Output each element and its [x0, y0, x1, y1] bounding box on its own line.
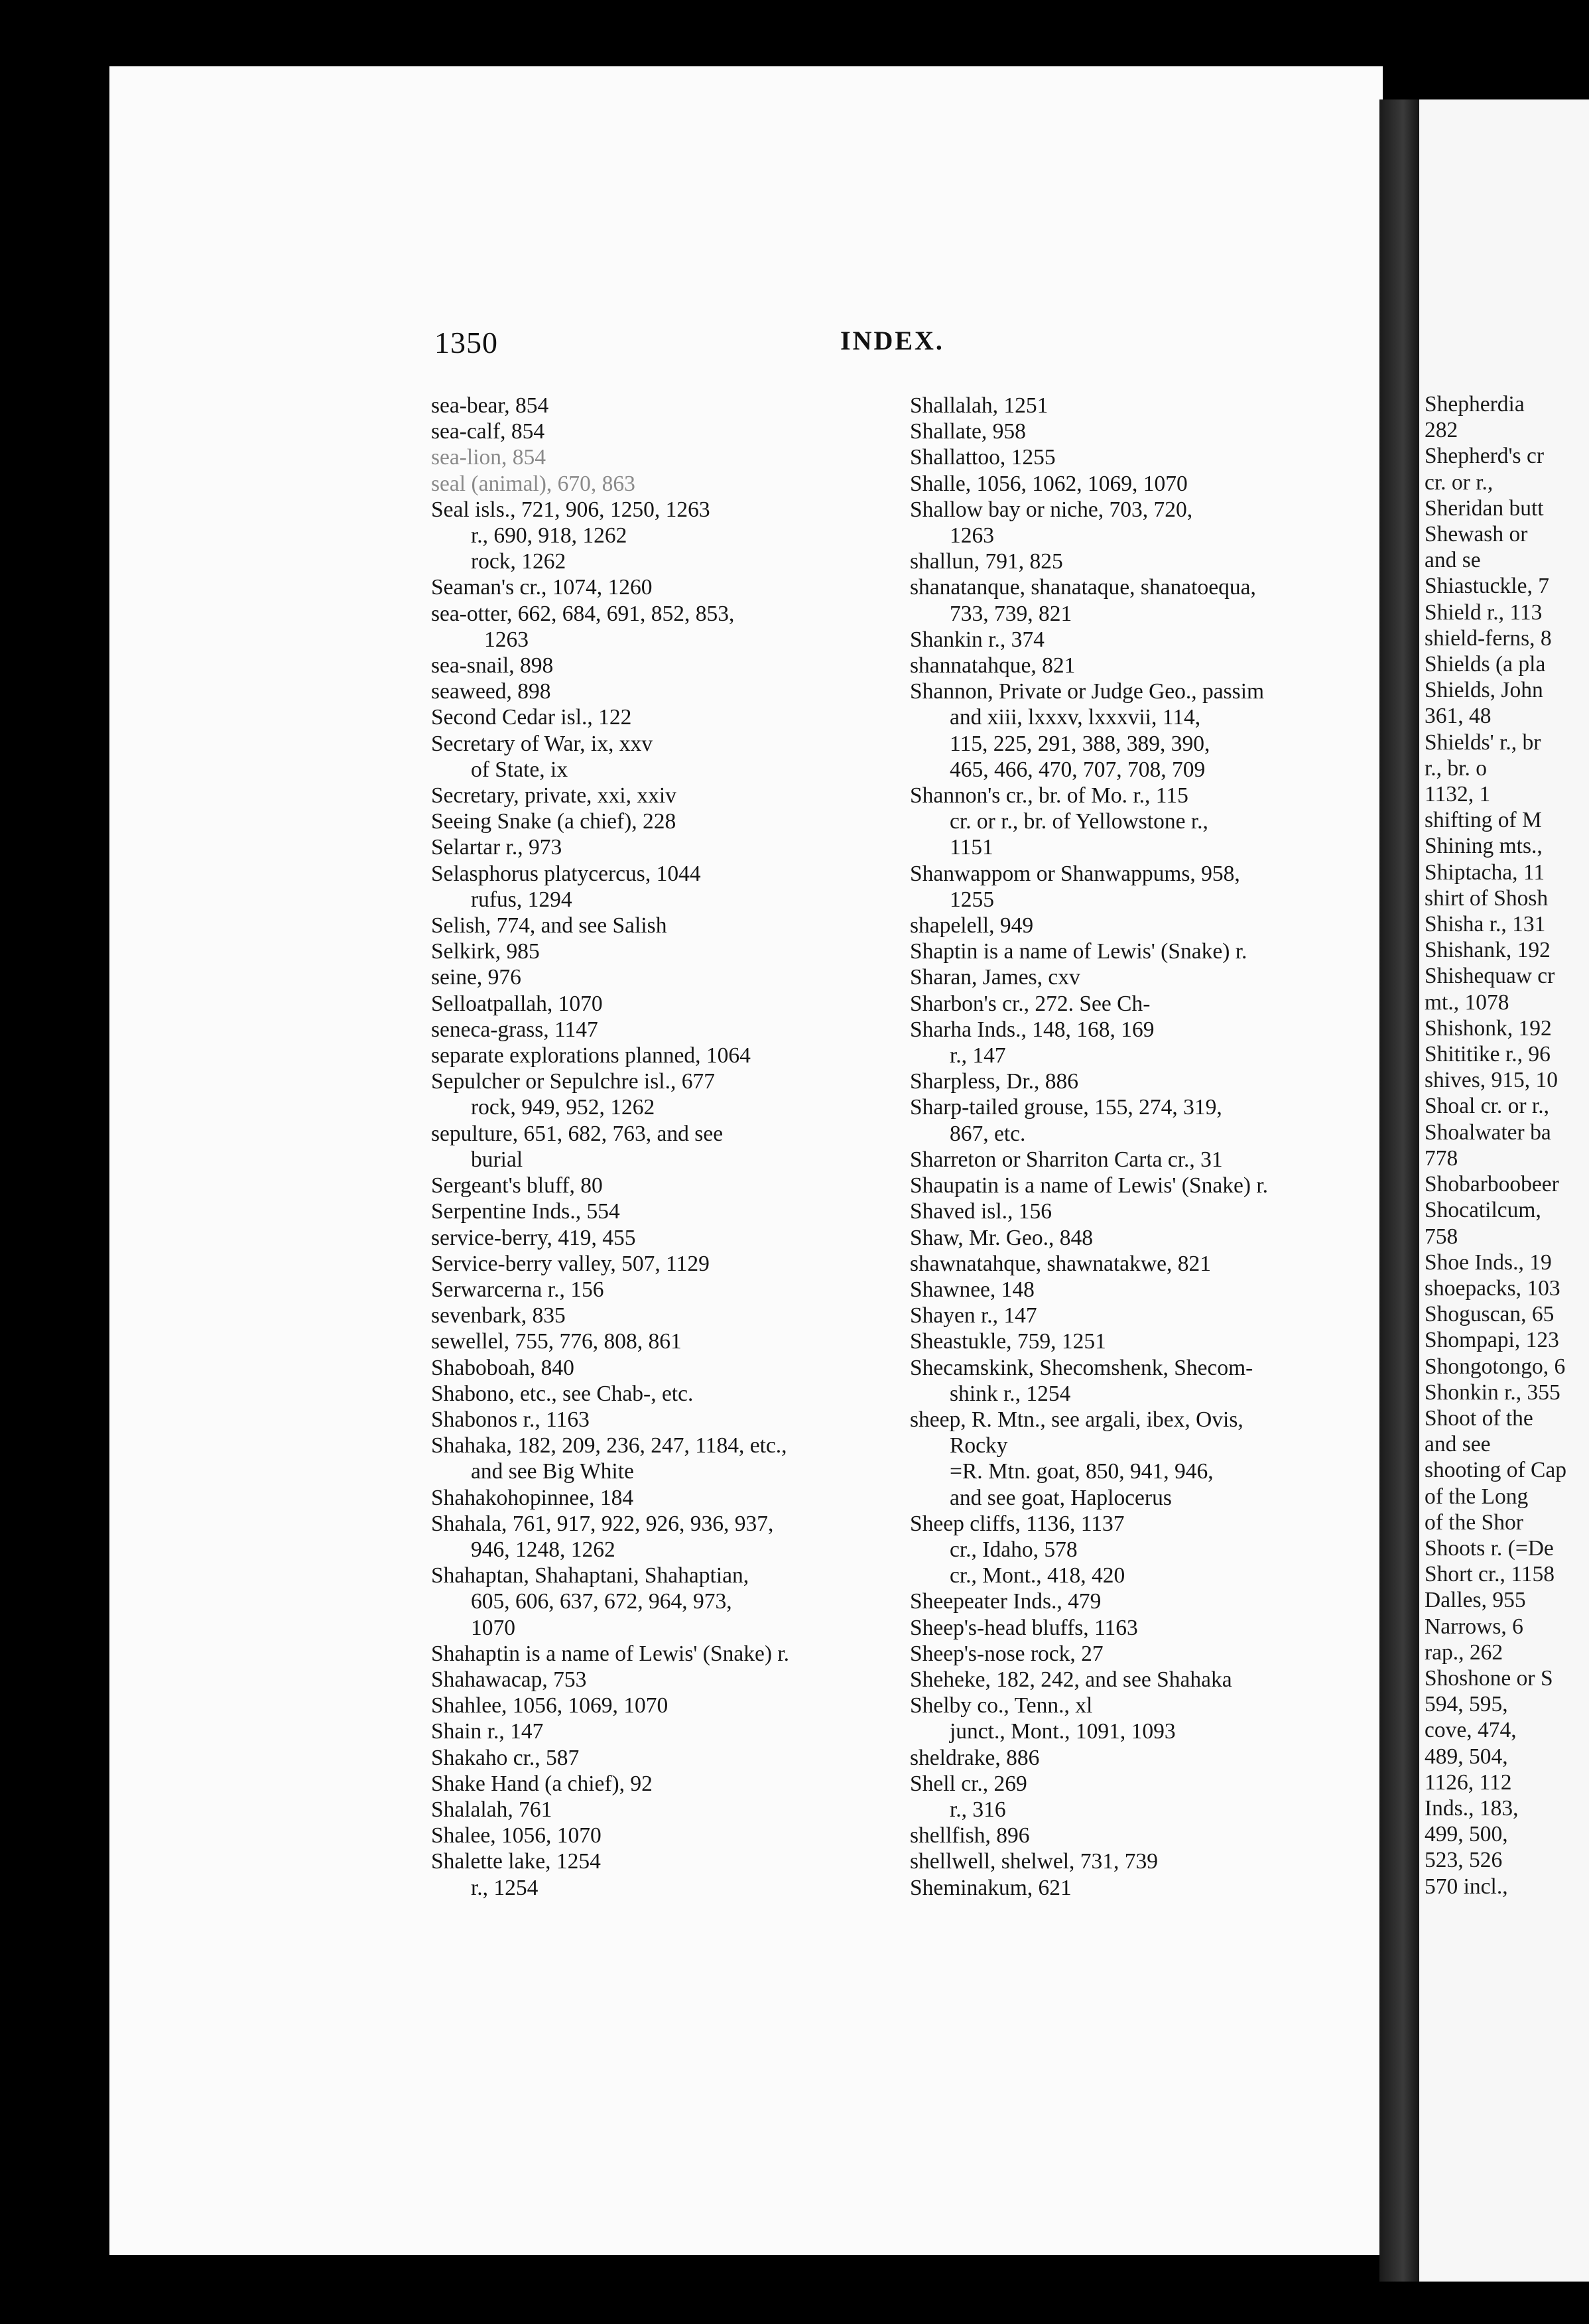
index-entry: Shaw, Mr. Geo., 848: [910, 1225, 1094, 1250]
index-entry: Shahaptan, Shahaptani, Shahaptian,: [431, 1563, 749, 1588]
index-entry: Sharreton or Sharriton Carta cr., 31: [910, 1147, 1223, 1172]
index-entry: separate explorations planned, 1064: [431, 1043, 751, 1068]
index-entry: Selkirk, 985: [431, 939, 540, 964]
index-entry: Sheep's-nose rock, 27: [910, 1641, 1104, 1666]
index-entry: service-berry, 419, 455: [431, 1225, 636, 1250]
index-entry: 867, etc.: [950, 1121, 1026, 1146]
index-entry: Shahakohopinnee, 184: [431, 1485, 634, 1510]
index-entry: Shain r., 147: [431, 1719, 544, 1744]
index-entry: Selish, 774, and see Salish: [431, 913, 667, 938]
index-entry: seneca-grass, 1147: [431, 1017, 598, 1042]
index-entry: 1132, 1: [1425, 782, 1491, 807]
index-entry: shield-ferns, 8: [1425, 625, 1552, 651]
index-entry: Shahaka, 182, 209, 236, 247, 1184, etc.,: [431, 1433, 787, 1458]
index-entry: sea-bear, 854: [431, 393, 549, 418]
index-entry: rufus, 1294: [471, 887, 572, 912]
index-entry: shellwell, shelwel, 731, 739: [910, 1849, 1159, 1874]
index-entry: Shelby co., Tenn., xl: [910, 1693, 1093, 1718]
index-entry: Sharan, James, cxv: [910, 965, 1080, 990]
index-entry: Shahlee, 1056, 1069, 1070: [431, 1693, 668, 1718]
index-entry: and see: [1425, 1432, 1491, 1457]
index-entry: 465, 466, 470, 707, 708, 709: [950, 757, 1206, 782]
index-entry: Shell cr., 269: [910, 1771, 1027, 1796]
index-entry: sheep, R. Mtn., see argali, ibex, Ovis,: [910, 1407, 1243, 1432]
index-entry: shallun, 791, 825: [910, 549, 1063, 574]
index-entry: Shallalah, 1251: [910, 393, 1049, 418]
index-entry: Shoe Inds., 19: [1425, 1250, 1552, 1275]
index-entry: Shallate, 958: [910, 419, 1026, 444]
index-entry: 946, 1248, 1262: [471, 1537, 615, 1562]
index-entry: =R. Mtn. goat, 850, 941, 946,: [950, 1459, 1214, 1484]
index-entry: Shompapi, 123: [1425, 1328, 1559, 1353]
index-entry: Short cr., 1158: [1425, 1562, 1555, 1587]
index-entry: sheldrake, 886: [910, 1745, 1040, 1770]
index-entry: 115, 225, 291, 388, 389, 390,: [950, 731, 1210, 756]
index-entry: Serpentine Inds., 554: [431, 1199, 620, 1224]
index-entry: Selasphorus platycercus, 1044: [431, 861, 701, 886]
index-entry: Dalles, 955: [1425, 1588, 1526, 1613]
index-entry: and xiii, lxxxv, lxxxvii, 114,: [950, 705, 1201, 730]
right-page-partial: [1419, 99, 1589, 2282]
index-entry: shooting of Cap: [1425, 1458, 1567, 1483]
index-entry: Shobarboobeer: [1425, 1172, 1559, 1197]
index-entry: Shalle, 1056, 1062, 1069, 1070: [910, 471, 1188, 496]
index-entry: Shiastuckle, 7: [1425, 574, 1549, 599]
index-entry: Selloatpallah, 1070: [431, 991, 603, 1016]
index-entry: shawnatahque, shawnatakwe, 821: [910, 1251, 1211, 1276]
index-entry: and see goat, Haplocerus: [950, 1485, 1172, 1510]
index-entry: Shake Hand (a chief), 92: [431, 1771, 653, 1796]
index-entry: Sergeant's bluff, 80: [431, 1173, 603, 1198]
index-entry: Shecamskink, Shecomshenk, Shecom-: [910, 1355, 1253, 1380]
index-entry: r., 1254: [471, 1875, 539, 1900]
index-entry: r., 147: [950, 1043, 1006, 1068]
index-entry: Serwarcerna r., 156: [431, 1277, 604, 1302]
index-entry: Shepherdia: [1425, 392, 1525, 417]
index-entry: 733, 739, 821: [950, 601, 1072, 626]
index-entry: Shields (a pla: [1425, 652, 1546, 677]
index-entry: Shawnee, 148: [910, 1277, 1035, 1302]
index-entry: of the Long: [1425, 1484, 1529, 1509]
index-entry: shink r., 1254: [950, 1381, 1071, 1406]
index-entry: 499, 500,: [1425, 1822, 1508, 1847]
index-entry: and se: [1425, 548, 1481, 573]
index-entry: and see Big White: [471, 1459, 634, 1484]
index-entry: Shaptin is a name of Lewis' (Snake) r.: [910, 939, 1247, 964]
index-entry: sepulture, 651, 682, 763, and see: [431, 1121, 724, 1146]
index-entry: sewellel, 755, 776, 808, 861: [431, 1329, 682, 1354]
index-entry: Sepulcher or Sepulchre isl., 677: [431, 1069, 715, 1094]
index-entry: Sheheke, 182, 242, and see Shahaka: [910, 1667, 1232, 1692]
index-entry: Shahawacap, 753: [431, 1667, 587, 1692]
index-entry: r., br. o: [1425, 755, 1487, 781]
index-entry: sea-lion, 854: [431, 445, 546, 470]
index-entry: Service-berry valley, 507, 1129: [431, 1251, 710, 1276]
index-entry: Shongotongo, 6: [1425, 1354, 1566, 1379]
index-entry: Shonkin r., 355: [1425, 1380, 1560, 1405]
index-entry: Shields' r., br: [1425, 730, 1541, 755]
index-entry: Shabonos r., 1163: [431, 1407, 590, 1432]
index-entry: shapelell, 949: [910, 913, 1034, 938]
index-entry: 1070: [471, 1615, 515, 1640]
index-entry: of the Shor: [1425, 1510, 1523, 1535]
index-entry: Secretary, private, xxi, xxiv: [431, 783, 676, 808]
index-entry: rock, 1262: [471, 549, 566, 574]
index-entry: 594, 595,: [1425, 1692, 1508, 1717]
index-entry: mt., 1078: [1425, 990, 1509, 1015]
index-entry: 361, 48: [1425, 704, 1492, 729]
page-title: INDEX.: [840, 326, 944, 355]
index-entry: Shititike r., 96: [1425, 1042, 1551, 1067]
index-entry: rap., 262: [1425, 1640, 1503, 1665]
index-entry: shoepacks, 103: [1425, 1275, 1560, 1301]
index-entry: Shield r., 113: [1425, 600, 1543, 625]
index-entry: Shoshone or S: [1425, 1665, 1553, 1691]
index-entry: Shannon, Private or Judge Geo., passim: [910, 679, 1265, 704]
index-entry: sevenbark, 835: [431, 1303, 566, 1328]
index-entry: Shishonk, 192: [1425, 1015, 1552, 1041]
index-entry: Shining mts.,: [1425, 834, 1543, 859]
index-entry: Sharp-tailed grouse, 155, 274, 319,: [910, 1095, 1222, 1120]
index-entry: seaweed, 898: [431, 679, 551, 704]
index-entry: 523, 526: [1425, 1848, 1503, 1873]
index-entry: burial: [471, 1147, 523, 1172]
index-entry: Shannon's cr., br. of Mo. r., 115: [910, 783, 1188, 808]
index-entry: Shahala, 761, 917, 922, 926, 936, 937,: [431, 1511, 774, 1536]
index-entry: sea-calf, 854: [431, 419, 545, 444]
index-entry: shifting of M: [1425, 808, 1542, 833]
index-entry: seal (animal), 670, 863: [431, 471, 635, 496]
index-entry: shives, 915, 10: [1425, 1068, 1558, 1093]
page-header: [434, 325, 1350, 365]
index-entry: rock, 949, 952, 1262: [471, 1095, 655, 1120]
index-entry: Shepherd's cr: [1425, 444, 1544, 469]
index-entry: Shisha r., 131: [1425, 912, 1546, 937]
index-entry: Shalalah, 761: [431, 1797, 552, 1822]
index-entry: 778: [1425, 1145, 1458, 1171]
index-entry: Sharpless, Dr., 886: [910, 1069, 1079, 1094]
index-entry: cr., Idaho, 578: [950, 1537, 1078, 1562]
index-entry: cr. or r., br. of Yellowstone r.,: [950, 809, 1208, 834]
index-entry: Sheepeater Inds., 479: [910, 1589, 1102, 1614]
index-entry: 489, 504,: [1425, 1744, 1508, 1769]
index-entry: Shoot of the: [1425, 1405, 1533, 1431]
index-entry: cr. or r.,: [1425, 470, 1494, 495]
index-entry: Shishank, 192: [1425, 938, 1551, 963]
index-entry: Rocky: [950, 1433, 1008, 1458]
index-column-right-partial: [1425, 391, 1589, 1900]
index-entry: 1255: [950, 887, 994, 912]
index-entry: Shabono, etc., see Chab-, etc.: [431, 1381, 694, 1406]
index-entry: Shanwappom or Shanwappums, 958,: [910, 861, 1240, 886]
index-entry: of State, ix: [471, 757, 568, 782]
index-entry: Shallattoo, 1255: [910, 445, 1056, 470]
index-entry: Inds., 183,: [1425, 1795, 1519, 1821]
index-entry: 282: [1425, 418, 1458, 443]
index-entry: 605, 606, 637, 672, 964, 973,: [471, 1589, 732, 1614]
index-entry: 1263: [484, 627, 529, 652]
index-entry: 570 incl.,: [1425, 1874, 1508, 1899]
index-entry: sea-snail, 898: [431, 653, 554, 678]
index-entry: Sheep's-head bluffs, 1163: [910, 1615, 1138, 1640]
index-entry: Selartar r., 973: [431, 835, 562, 860]
index-entry: shellfish, 896: [910, 1823, 1030, 1848]
index-entry: Seaman's cr., 1074, 1260: [431, 575, 653, 600]
index-entry: Shishequaw cr: [1425, 964, 1555, 989]
index-entry: Shoguscan, 65: [1425, 1302, 1555, 1327]
index-entry: Shields, John: [1425, 678, 1543, 703]
index-entry: Shiptacha, 11: [1425, 860, 1545, 885]
index-entry: Seeing Snake (a chief), 228: [431, 809, 676, 834]
index-entry: Shewash or: [1425, 522, 1528, 547]
index-entry: Seal isls., 721, 906, 1250, 1263: [431, 497, 710, 522]
index-entry: Sheridan butt: [1425, 495, 1544, 521]
index-entry: r., 690, 918, 1262: [471, 523, 627, 549]
index-column-middle: [910, 393, 1348, 1901]
index-entry: 1151: [950, 835, 993, 860]
index-entry: 1263: [950, 523, 994, 549]
index-entry: Shocatilcum,: [1425, 1198, 1541, 1223]
index-entry: Second Cedar isl., 122: [431, 705, 632, 730]
index-entry: shirt of Shosh: [1425, 885, 1549, 911]
index-entry: seine, 976: [431, 965, 521, 990]
index-entry: cr., Mont., 418, 420: [950, 1563, 1125, 1588]
index-entry: r., 316: [950, 1797, 1006, 1822]
index-column-left: [431, 393, 895, 1901]
index-entry: Shahaptin is a name of Lewis' (Snake) r.: [431, 1641, 790, 1666]
index-entry: Shaboboah, 840: [431, 1355, 574, 1380]
index-entry: sea-otter, 662, 684, 691, 852, 853,: [431, 601, 735, 626]
index-entry: Secretary of War, ix, xxv: [431, 731, 653, 756]
index-entry: 1126, 112: [1425, 1770, 1512, 1795]
index-entry: Shoalwater ba: [1425, 1120, 1551, 1145]
index-entry: Sheastukle, 759, 1251: [910, 1329, 1106, 1354]
index-entry: Sharbon's cr., 272. See Ch-: [910, 991, 1151, 1016]
index-entry: shannatahque, 821: [910, 653, 1076, 678]
index-entry: Shalette lake, 1254: [431, 1849, 601, 1874]
index-entry: Shaupatin is a name of Lewis' (Snake) r.: [910, 1173, 1269, 1198]
page-number: 1350: [434, 326, 498, 359]
index-entry: Sharha Inds., 148, 168, 169: [910, 1017, 1155, 1042]
index-entry: Shalee, 1056, 1070: [431, 1823, 602, 1848]
index-entry: Shakaho cr., 587: [431, 1745, 580, 1770]
index-entry: Shallow bay or niche, 703, 720,: [910, 497, 1193, 522]
index-entry: Narrows, 6: [1425, 1614, 1523, 1639]
index-entry: Shankin r., 374: [910, 627, 1045, 652]
index-entry: 758: [1425, 1224, 1458, 1249]
index-entry: Shayen r., 147: [910, 1303, 1037, 1328]
index-entry: Sheep cliffs, 1136, 1137: [910, 1511, 1125, 1536]
book-gutter: [1379, 99, 1419, 2282]
index-entry: cove, 474,: [1425, 1718, 1517, 1743]
index-entry: junct., Mont., 1091, 1093: [950, 1719, 1176, 1744]
index-entry: Shoal cr. or r.,: [1425, 1094, 1549, 1119]
index-entry: Shaved isl., 156: [910, 1199, 1052, 1224]
index-entry: Shoots r. (=De: [1425, 1535, 1554, 1561]
index-entry: Sheminakum, 621: [910, 1875, 1072, 1900]
index-entry: shanatanque, shanataque, shanatoequa,: [910, 575, 1256, 600]
